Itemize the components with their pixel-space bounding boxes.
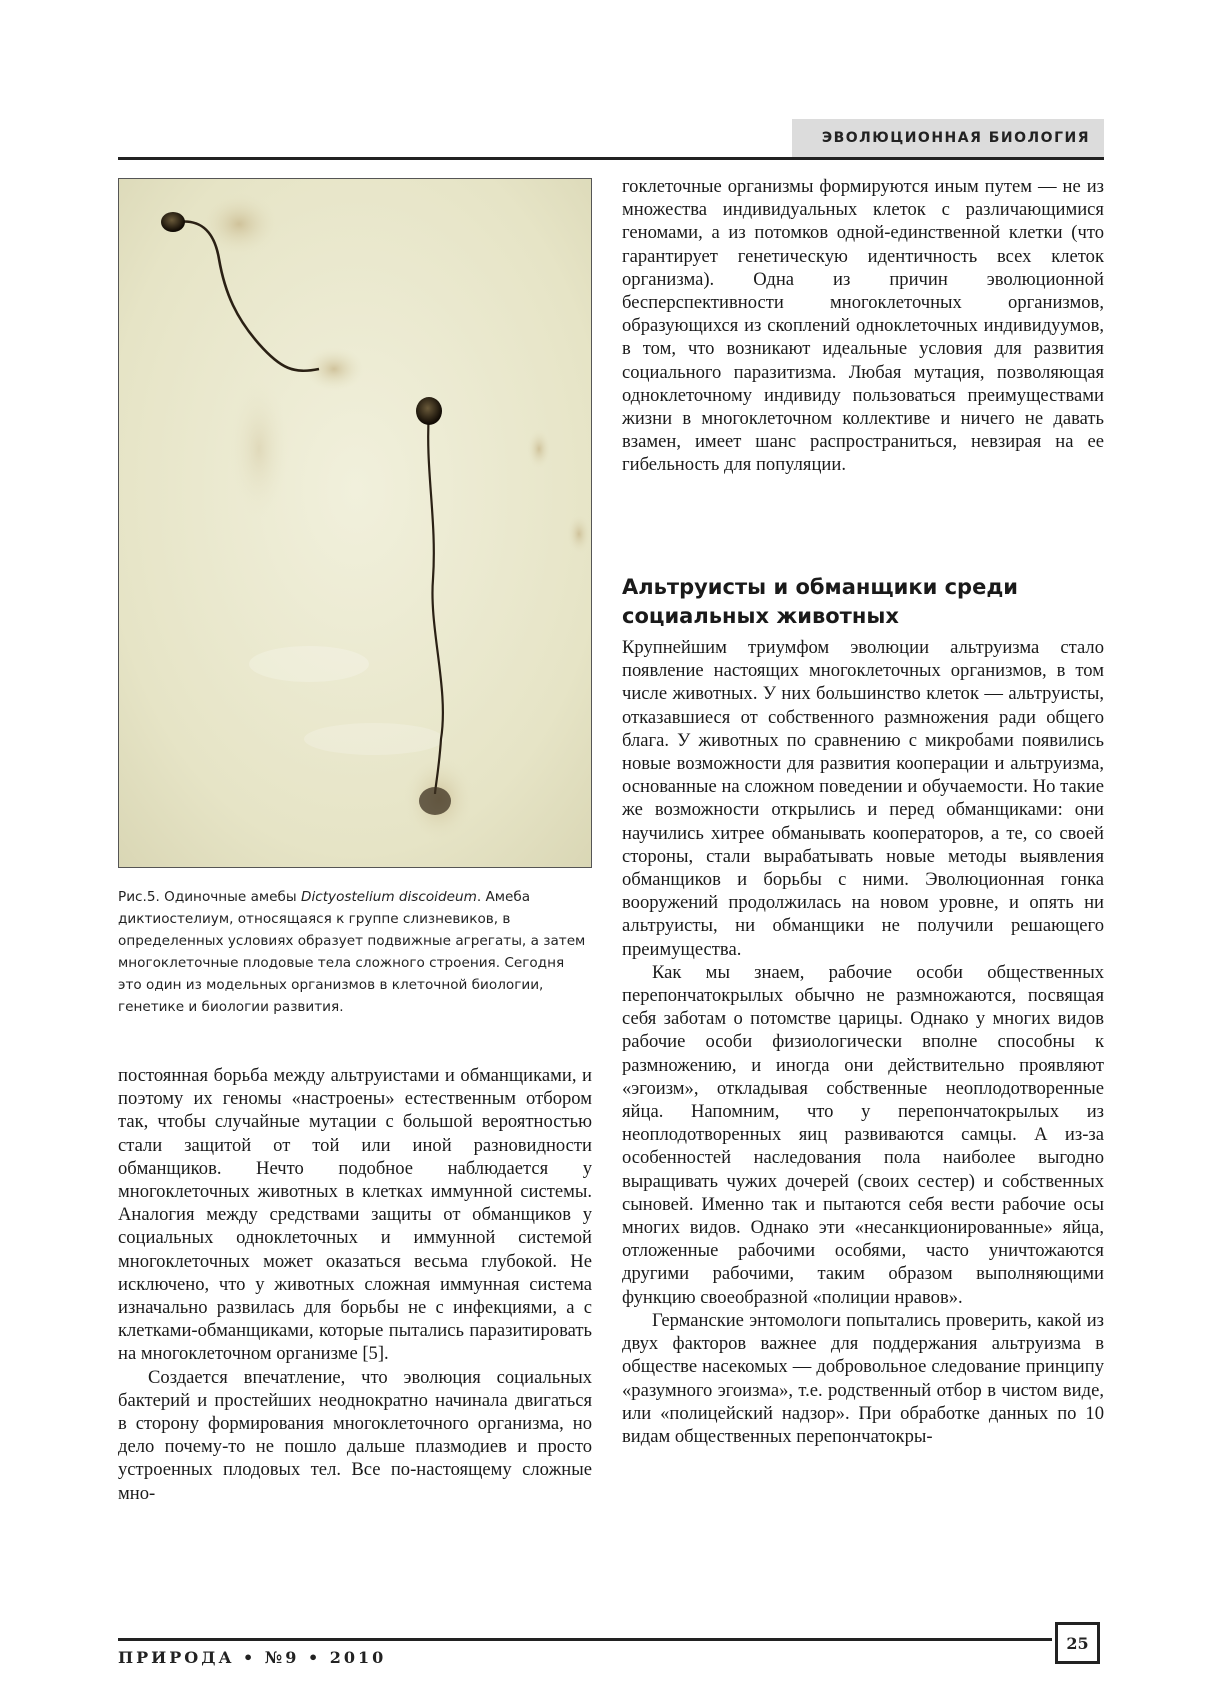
caption-text: . Амеба диктиостелиум, относящаяся к группе слизневиков, в определенных условиях образует подвижные агрегаты, а затем многоклеточные плодовые тела сложного строения. Сегодня это один из модельных организмов в клеточной биологии, генетике и биологии развития. (118, 889, 586, 1015)
paragraph: гоклеточные организмы формируются иным путем — не из множества индивидуальных клеток с различающимися геномами, а из потомков одной-единственной клетки (что гарантирует генетическую идентичность всех клеток организма). Одна из причин эволюционной бесперспективности многоклеточных организмов, образующихся из скоплений одноклеточных индивидуумов, в том, что возникают идеальные условия для развития социального паразитизма. Любая мутация, позволяющая одноклеточному индивиду пользоваться преимуществами жизни в многоклеточном коллективе и ничего не давать взамен, имеет шанс распространиться, невзирая на ее гибельность для популяции. (622, 176, 1104, 476)
amoeba-head (161, 212, 185, 232)
blur-blob (527, 429, 551, 469)
caption-species: Dictyostelium discoideum (300, 889, 477, 905)
caption-prefix: Рис.5. Одиночные амебы (118, 889, 301, 905)
paragraph: постоянная борьба между альтруистами и обманщиками, и поэтому их геномы «настроены» естественным отбором так, чтобы случайные мутации с большой вероятностью стали защитой от той или иной разновидности обманщиков. Нечто подобное наблюдается у многоклеточных животных в клетках иммунной системы. Аналогия между средствами защиты от обманщиков у социальных одноклеточных и иммунной системой многоклеточных может оказаться весьма глубокой. Не исключено, что у животных сложная иммунная система изначально развилась для борьбы не с инфекциями, а с клетками-обманщиками, которые пытались паразитировать на многоклеточном организме [5]. (118, 1065, 592, 1365)
light-streak (304, 723, 444, 755)
blur-blob (199, 192, 279, 256)
paragraph: Как мы знаем, рабочие особи общественных перепончатокрылых обычно не размножаются, посвящая себя заботам о потомстве царицы. Однако у многих видов рабочие особи физиологически вполне способны к размножению, и иногда они действительно проявляют «эгоизм», откладывая собственные неоплодотворенные яйца. Напомним, что у перепончатокрылых из неоплодотворенных яиц развиваются самцы. А из-за особенностей наследования пола наиболее выгодно выращивать чужих дочерей (своих сестер) и собственных сыновей. Именно так и пытаются себя вести рабочие осы многих видов. Однако эти «несанкционированные» яйца, отложенные рабочими особями, часто уничтожаются другими рабочими, таким образом выполняющими функцию своеобразной «полиции нравов». (622, 961, 1104, 1308)
paragraph: Германские энтомологи попытались проверить, какой из двух факторов важнее для поддержания альтруизма в обществе насекомых — добровольное следование принципу «разумного эгоизма», т.е. родственный отбор в чистом виде, или «полицейский надзор». При обработке данных по 10 видам общественных перепончатокры- (622, 1309, 1104, 1447)
amoeba-micrograph (119, 179, 592, 868)
left-column (118, 1064, 592, 1505)
blur-blob (229, 379, 289, 519)
amoeba-head (416, 397, 442, 425)
bottom-rule (118, 1638, 1052, 1641)
section-tag: ЭВОЛЮЦИОННАЯ БИОЛОГИЯ (792, 119, 1104, 157)
top-rule (118, 157, 1104, 160)
figure-caption (118, 886, 592, 1018)
blur-blob (567, 514, 591, 554)
right-column-top (622, 175, 1104, 477)
paragraph: Создается впечатление, что эволюция социальных бактерий и простейших неоднократно начинала двигаться в сторону формирования многоклеточного организма, но дело почему-то не пошло дальше плазмодиев и просто устроенных плодовых тел. Все по-настоящему сложные мно- (118, 1366, 592, 1504)
paragraph: Крупнейшим триумфом эволюции альтруизма стало появление настоящих многоклеточных организмов, в том числе животных. У них большинство клеток — альтруисты, отказавшиеся от собственного размножения ради общего блага. У животных по сравнению с микробами появились новые возможности для развития кооперации и альтруизма, основанные на сложном поведении и обучаемости. Но такие же возможности открылись и перед обманщиками: они научились хитрее обманывать кооператоров, а те, со своей стороны, стали вырабатывать новые методы выявления обманщиков и борьбы с ними. Эволюционная гонка вооружений продолжилась на новом уровне, и опять ни альтруисты, ни обманщики не получили решающего преимущества. (622, 637, 1104, 960)
amoeba-base (419, 787, 451, 815)
section-heading: Альтруисты и обманщики среди социальных животных (622, 575, 1019, 628)
figure-photo (118, 178, 592, 868)
journal-footer: ПРИРОДА • №9 • 2010 (118, 1648, 387, 1667)
page-number: 25 (1055, 1622, 1100, 1664)
light-streak (249, 646, 369, 682)
right-column-bottom (622, 636, 1104, 1448)
